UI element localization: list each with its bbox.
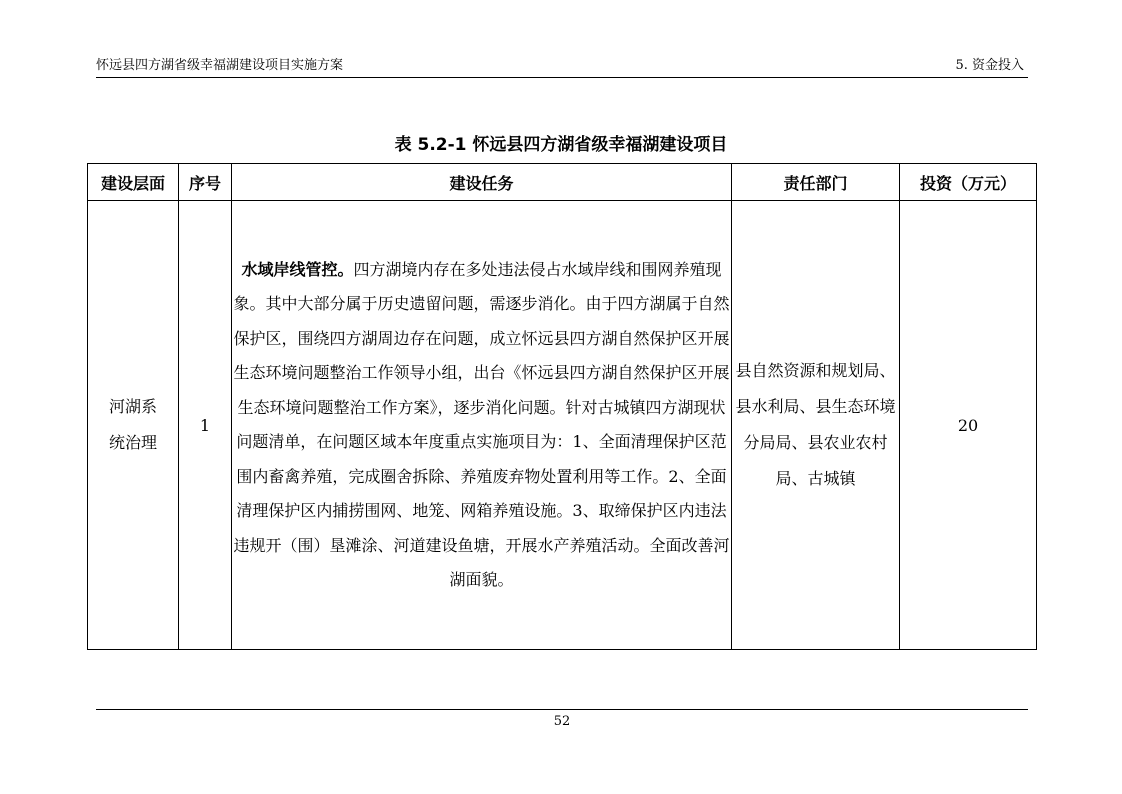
- table-title: 表 5.2-1 怀远县四方湖省级幸福湖建设项目: [394, 135, 728, 155]
- cell-dept: 县自然资源和规划局、县水利局、县生态环境分局局、县农业农村局、古城镇: [732, 201, 900, 650]
- col-header-no: 序号: [179, 164, 232, 201]
- cell-layer: [88, 201, 179, 650]
- layer-text: 河湖系统治理: [108, 397, 157, 452]
- table-header-row: [88, 164, 1037, 201]
- cell-no: 1: [179, 201, 232, 650]
- page-header: [96, 57, 1028, 78]
- header-doc-title: 怀远县四方湖省级幸福湖建设项目实施方案: [96, 58, 344, 73]
- cell-investment: 20: [900, 201, 1037, 650]
- page-number: 52: [553, 714, 571, 729]
- table-row: [88, 201, 1037, 650]
- project-table: [87, 163, 1037, 650]
- task-lead: 水域岸线管控。: [241, 259, 354, 279]
- col-header-layer: 建设层面: [88, 164, 179, 201]
- cell-task: [232, 201, 732, 650]
- header-section: 5. 资金投入: [955, 58, 1024, 73]
- task-body: 四方湖境内存在多处违法侵占水域岸线和围网养殖现象。其中大部分属于历史遗留问题，需逐步消化。由于四方湖属于自然保护区，围绕四方湖周边存在问题，成立怀远县四方湖自然保护区开展生态环境问题整治工作领导小组，出台《怀远县四方湖自然保护区开展生态环境问题整治工作方案》，逐步消化问题。针对古城镇四方湖现状问题清单，在问题区域本年度重点实施项目为：1、全面清理保护区范围内畜禽养殖，完成圈舍拆除、养殖废弃物处置利用等工作。2、全面清理保护区内捕捞围网、地笼、网箱养殖设施。3、取缔保护区内违法违规开（围）垦滩涂、河道建设鱼塘，开展水产养殖活动。全面改善河湖面貌。: [233, 259, 730, 589]
- col-header-dept: 责任部门: [732, 164, 900, 201]
- col-header-investment: 投资（万元）: [900, 164, 1037, 201]
- page-footer: [96, 709, 1028, 729]
- col-header-task: 建设任务: [232, 164, 732, 201]
